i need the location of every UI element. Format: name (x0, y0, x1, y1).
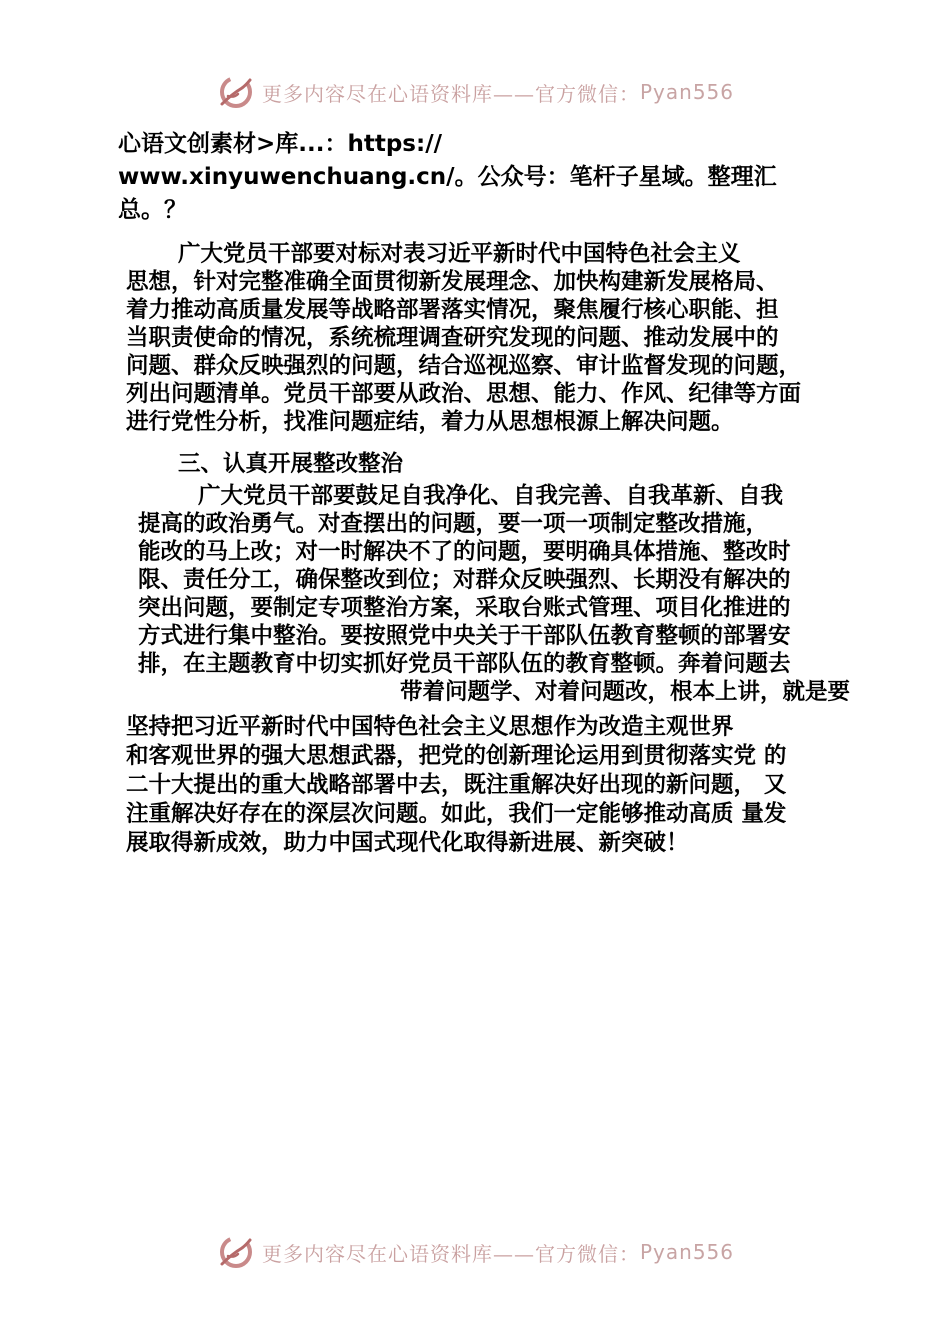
watermark-text: 更多内容尽在心语资料库——官方微信： (261, 1241, 640, 1266)
text-line: 思想，针对完整准确全面贯彻新发展理念、加快构建新发展格局、 (126, 269, 779, 295)
paragraph-rectification (138, 482, 850, 706)
wechat-id: Pyan556 (639, 80, 734, 104)
brush-logo-icon (216, 74, 256, 110)
section-heading-3: 三、认真开展整改整治 (178, 451, 404, 477)
footer-watermark-banner (0, 1232, 950, 1272)
text-line: 方式进行集中整治。要按照党中央关于干部队伍教育整顿的部署安 (138, 623, 791, 649)
text-line: 问题、群众反映强烈的问题，结合巡视巡察、审计监督发现的问题， (126, 353, 802, 379)
text-line: 二十大提出的重大战略部署中去，既注重解决好出现的新问题， 又 (126, 772, 787, 798)
header-watermark-banner (0, 72, 950, 112)
text-line: 列出问题清单。党员干部要从政治、思想、能力、作风、纪律等方面 (126, 381, 802, 407)
text-line: 和客观世界的强大思想武器，把党的创新理论运用到贯彻落实党 的 (126, 743, 787, 769)
source-line: 总。？ (118, 197, 187, 223)
watermark-text: 更多内容尽在心语资料库——官方微信： (261, 81, 640, 106)
text-line: 展取得新成效，助力中国式现代化取得新进展、新突破！ (126, 830, 689, 856)
source-note (118, 128, 858, 227)
text-line: 排，在主题教育中切实抓好党员干部队伍的教育整顿。奔着问题去 (138, 651, 791, 677)
wechat-id: Pyan556 (639, 1240, 734, 1264)
text-line: 广大党员干部要对标对表习近平新时代中国特色社会主义 (178, 241, 741, 267)
text-line: 带着问题学、对着问题改，根本上讲，就是要 (399, 679, 850, 705)
text-line: 当职责使命的情况，系统梳理调查研究发现的问题、推动发展中的 (126, 325, 779, 351)
text-line: 坚持把习近平新时代中国特色社会主义思想作为改造主观世界 (126, 714, 734, 740)
text-line: 注重解决好存在的深层次问题。如此，我们一定能够推动高质 量发 (126, 801, 787, 827)
paragraph-conclusion (126, 713, 861, 858)
text-line: 突出问题，要制定专项整治方案，采取台账式管理、项目化推进的 (138, 595, 791, 621)
text-line: 限、责任分工，确保整改到位；对群众反映强烈、长期没有解决的 (138, 567, 791, 593)
text-line: 提高的政治勇气。对查摆出的问题，要一项一项制定整改措施， (138, 511, 769, 537)
text-line: 着力推动高质量发展等战略部署落实情况，聚焦履行核心职能、担 (126, 297, 779, 323)
paragraph-problem-list (126, 240, 861, 436)
text-line: 广大党员干部要鼓足自我净化、自我完善、自我革新、自我 (198, 483, 784, 509)
brush-logo-icon (216, 1234, 256, 1270)
text-line: 进行党性分析，找准问题症结，着力从思想根源上解决问题。 (126, 409, 734, 435)
source-line: www.xinyuwenchuang.cn/。公众号：笔杆子星域。整理汇 (118, 164, 777, 190)
text-line: 能改的马上改；对一时解决不了的问题，要明确具体措施、整改时 (138, 539, 791, 565)
source-line: 心语文创素材>库...：https:// (118, 131, 442, 157)
